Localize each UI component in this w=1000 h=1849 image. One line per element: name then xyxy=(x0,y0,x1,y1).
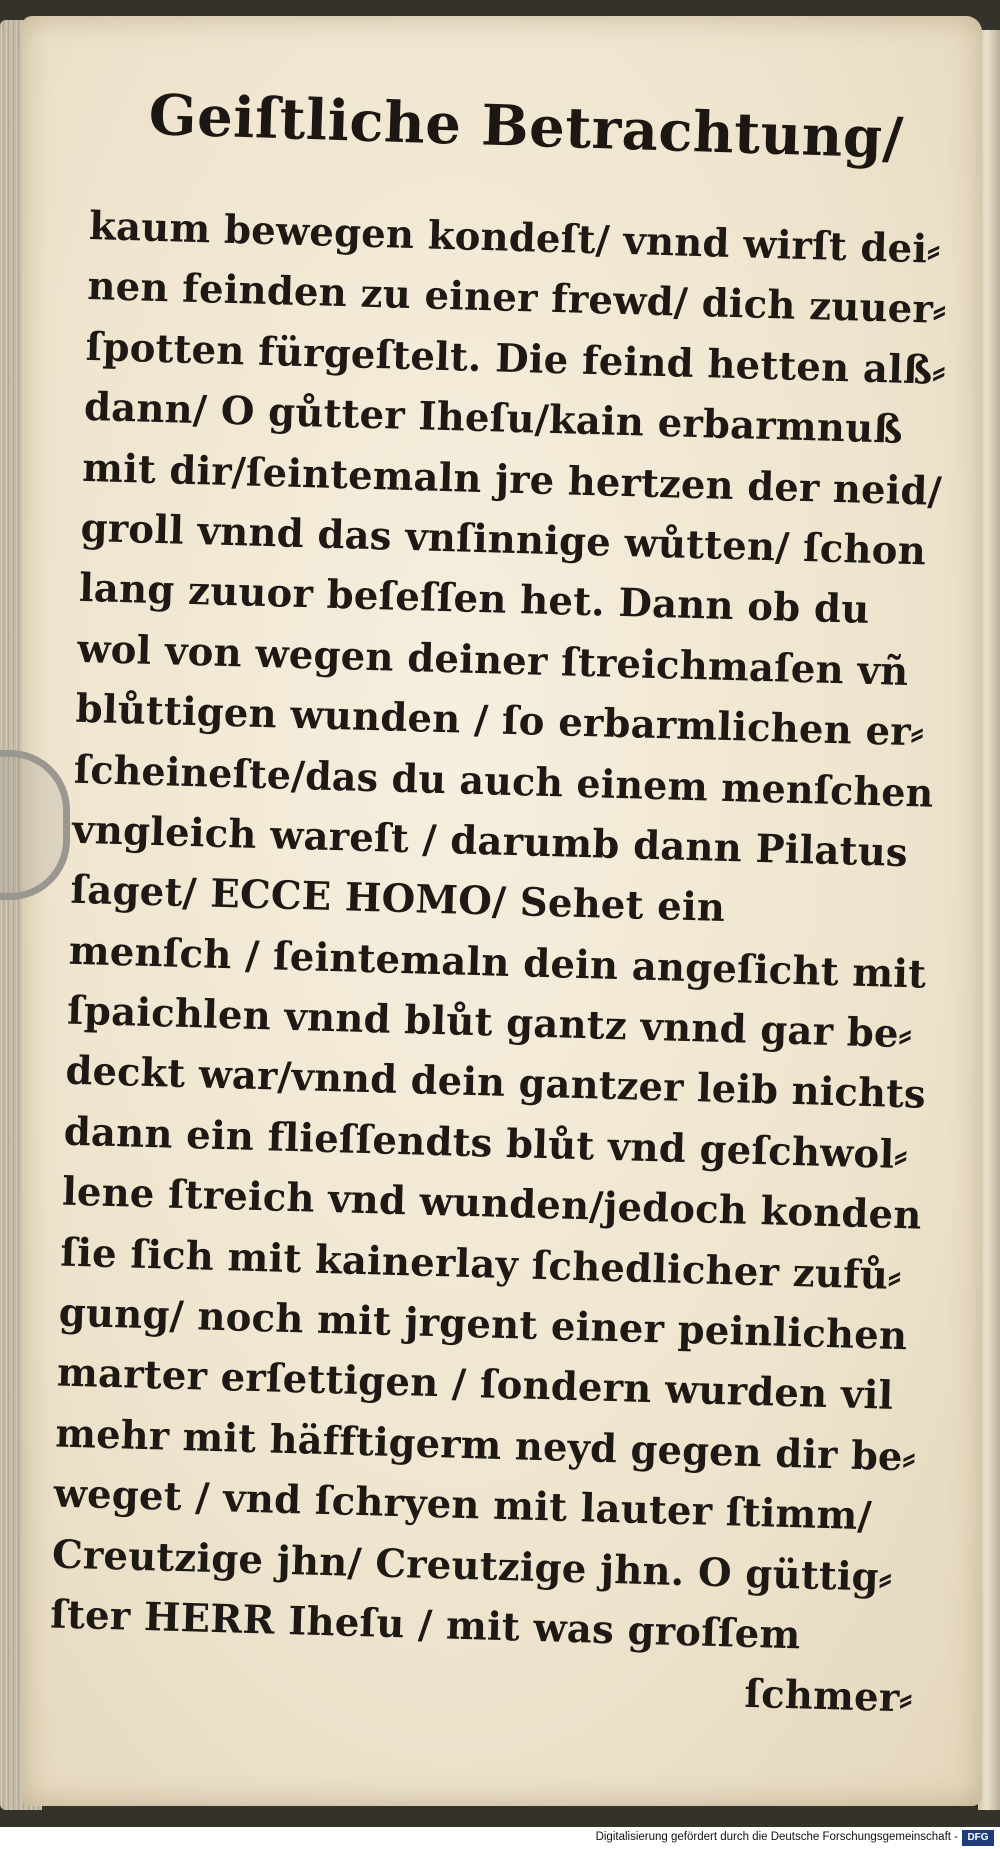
text-line: Creutzige jhn/ Creutzige jhn. O güttig⸗ xyxy=(51,1531,893,1601)
text-line: weget / vnd ſchryen mit lauter ſtimm/ xyxy=(53,1470,873,1540)
text-line: gung/ noch mit jrgent einer peinlichen xyxy=(58,1289,908,1360)
text-line: dann/ O gůtter Iheſu/kain erbarmnuß xyxy=(83,384,904,453)
catchword: ſchmer⸗ xyxy=(743,1671,914,1722)
text-line: nen feinden zu einer frewd/ dich zuuer⸗ xyxy=(86,263,947,334)
text-line: groll vnnd das vnſinnige wůtten/ ſchon xyxy=(80,504,927,575)
text-line: mit dir/ſeintemaln jre hertzen der neid/ xyxy=(81,444,943,515)
text-line: vngleich wareſt / darumb dann Pilatus xyxy=(71,806,909,876)
funding-credit: Digitalisierung gefördert durch die Deutsche Forschungsgemeinschaft - xyxy=(595,1831,958,1843)
text-line: ſpotten fürgeſtelt. Die feind hetten alß⸗ xyxy=(85,323,947,394)
text-line: ſcheineſte/das du auch einem menſchen xyxy=(73,746,935,817)
text-line: ſter HERR Iheſu / mit was groſſem xyxy=(49,1591,802,1659)
text-line: marter erſettigen / ſondern wurden vil xyxy=(56,1349,894,1420)
digitization-footer xyxy=(0,1827,1000,1849)
text-line: blůttigen wunden / ſo erbarmlichen er⸗ xyxy=(75,685,925,756)
text-line: ſpaichlen vnnd blůt gantz vnnd gar be⸗ xyxy=(66,987,913,1058)
text-line: mehr mit häfftigerm neyd gegen dir be⸗ xyxy=(54,1410,917,1481)
dfg-logo-icon: DFG xyxy=(962,1830,994,1846)
text-line: wol von wegen deiner ſtreichmaſen vñ xyxy=(76,625,909,695)
text-line: kaum bewegen kondeſt/ vnnd wirſt dei⸗ xyxy=(88,202,941,273)
text-line: ſie ſich mit kainerlay ſchedlicher zufů⸗ xyxy=(59,1229,902,1299)
running-head: Geiſtliche Betrachtung/ xyxy=(147,81,905,172)
text-line: menſch / ſeintemaln dein angeſicht mit xyxy=(68,927,927,998)
text-line: lene ſtreich vnd wunden/jedoch konden xyxy=(61,1168,923,1239)
text-line: dann ein flieſſendts blůt vnd geſchwol⸗ xyxy=(63,1108,909,1179)
body-text xyxy=(48,196,960,1729)
text-line: lang zuuor beſeſſen het. Dann ob du xyxy=(78,565,871,634)
text-line: deckt war/vnnd dein gantzer leib nichts xyxy=(64,1048,927,1119)
text-line: ſaget/ ECCE HOMO/ Sehet ein xyxy=(69,867,726,932)
